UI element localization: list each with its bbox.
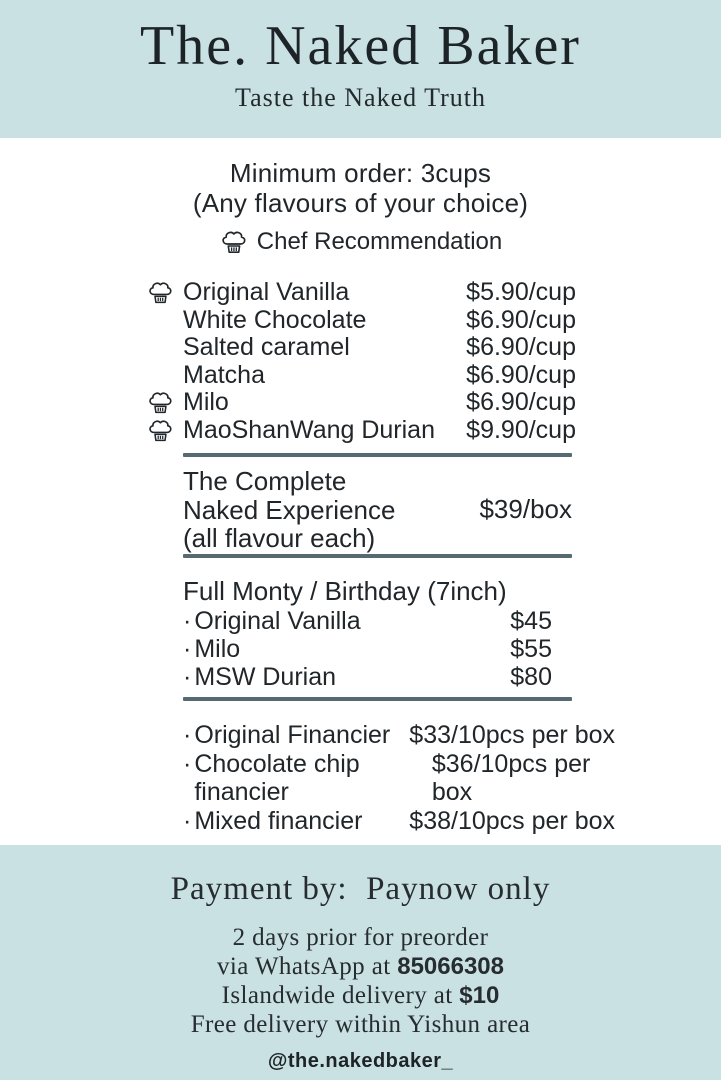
footer-banner (0, 845, 721, 1080)
delivery-fee-line (0, 981, 721, 1010)
delivery-text: Islandwide delivery at (221, 982, 460, 1009)
brand-title: The. Naked Baker (140, 15, 581, 77)
item-price: $6.90/cup (466, 388, 576, 417)
item-name: MSW Durian (194, 663, 337, 691)
whatsapp-number: 85066308 (397, 953, 504, 980)
item-price: $5.90/cup (466, 278, 576, 307)
bullet: · (183, 635, 192, 663)
monty-row-milo (183, 635, 552, 663)
bullet: · (183, 663, 192, 691)
chef-recommendation-label: Chef Recommendation (256, 228, 503, 255)
item-name: Matcha (183, 360, 265, 389)
financier-row-original (183, 721, 615, 750)
menu-row-matcha (146, 362, 576, 390)
menu-row-white-chocolate (146, 307, 576, 335)
menu-row-salted-caramel (146, 334, 576, 362)
free-delivery-line (0, 1010, 721, 1039)
flavour-choice-line: (Any flavours of your choice) (192, 188, 529, 219)
item-price: $6.90/cup (466, 305, 576, 334)
full-monty-heading: Full Monty / Birthday (7inch) (183, 576, 507, 606)
item-price: $38/10pcs per box (409, 806, 615, 835)
chef-hat-icon (146, 279, 183, 306)
minimum-order-info (0, 158, 721, 218)
payment-method-line: Payment by: Paynow only (170, 871, 551, 907)
chef-hat-icon (219, 228, 249, 256)
item-name: MaoShanWang Durian (183, 415, 435, 444)
item-price: $36/10pcs per box (431, 749, 591, 806)
instagram-handle: @the.nakedbaker_ (267, 1050, 454, 1072)
complete-box-price: $39/box (479, 494, 572, 525)
bullet: · (183, 806, 192, 835)
divider-line (183, 554, 572, 558)
item-name: Milo (194, 635, 241, 663)
item-name: Milo (183, 388, 229, 417)
divider-line (183, 453, 572, 457)
financier-row-chocolate-chip (183, 750, 615, 807)
chef-hat-icon (146, 389, 183, 416)
item-name: Mixed financier (194, 806, 363, 835)
menu-row-msw-durian (146, 417, 576, 445)
item-price: $80 (510, 663, 552, 691)
chef-hat-icon (146, 417, 183, 444)
complete-box-line1: The Complete (183, 466, 347, 496)
item-name: Salted caramel (183, 333, 350, 362)
order-delivery-info (0, 923, 721, 1039)
menu-row-original-vanilla (146, 279, 576, 307)
chef-recommendation-legend (0, 228, 721, 256)
bullet: · (183, 721, 192, 749)
bullet: · (183, 607, 192, 635)
delivery-fee: $10 (459, 982, 500, 1009)
monty-row-msw-durian (183, 663, 552, 691)
item-name: Original Financier (194, 721, 391, 749)
item-name: Original Vanilla (183, 278, 350, 307)
whatsapp-text: via WhatsApp at (217, 953, 398, 980)
free-delivery-text: Free delivery within Yishun area (190, 1011, 531, 1038)
item-name: White Chocolate (183, 305, 367, 334)
bullet: · (183, 749, 192, 778)
brand-tagline: Taste the Naked Truth (235, 83, 486, 112)
full-monty-section (183, 577, 552, 691)
item-price: $6.90/cup (466, 360, 576, 389)
cup-menu-list (146, 279, 576, 444)
financier-section (183, 721, 615, 835)
complete-box-section (183, 467, 572, 553)
item-name: Original Vanilla (194, 607, 361, 635)
monty-row-original-vanilla (183, 607, 552, 635)
menu-row-milo (146, 389, 576, 417)
item-price: $33/10pcs per box (409, 721, 615, 749)
item-price: $55 (510, 635, 552, 663)
financier-row-mixed (183, 807, 615, 836)
whatsapp-line (0, 952, 721, 981)
minimum-order-line: Minimum order: 3cups (229, 158, 492, 188)
preorder-line (0, 923, 721, 952)
item-price: $9.90/cup (466, 415, 576, 444)
complete-box-line2: Naked Experience (183, 494, 396, 525)
preorder-text: 2 days prior for preorder (232, 924, 489, 951)
item-price: $45 (510, 607, 552, 635)
header-banner (0, 0, 721, 138)
divider-line (183, 697, 572, 701)
item-name: Chocolate chip financier (194, 749, 360, 806)
item-price: $6.90/cup (466, 333, 576, 362)
complete-box-line3: (all flavour each) (183, 523, 376, 553)
complete-box-name (183, 467, 395, 553)
